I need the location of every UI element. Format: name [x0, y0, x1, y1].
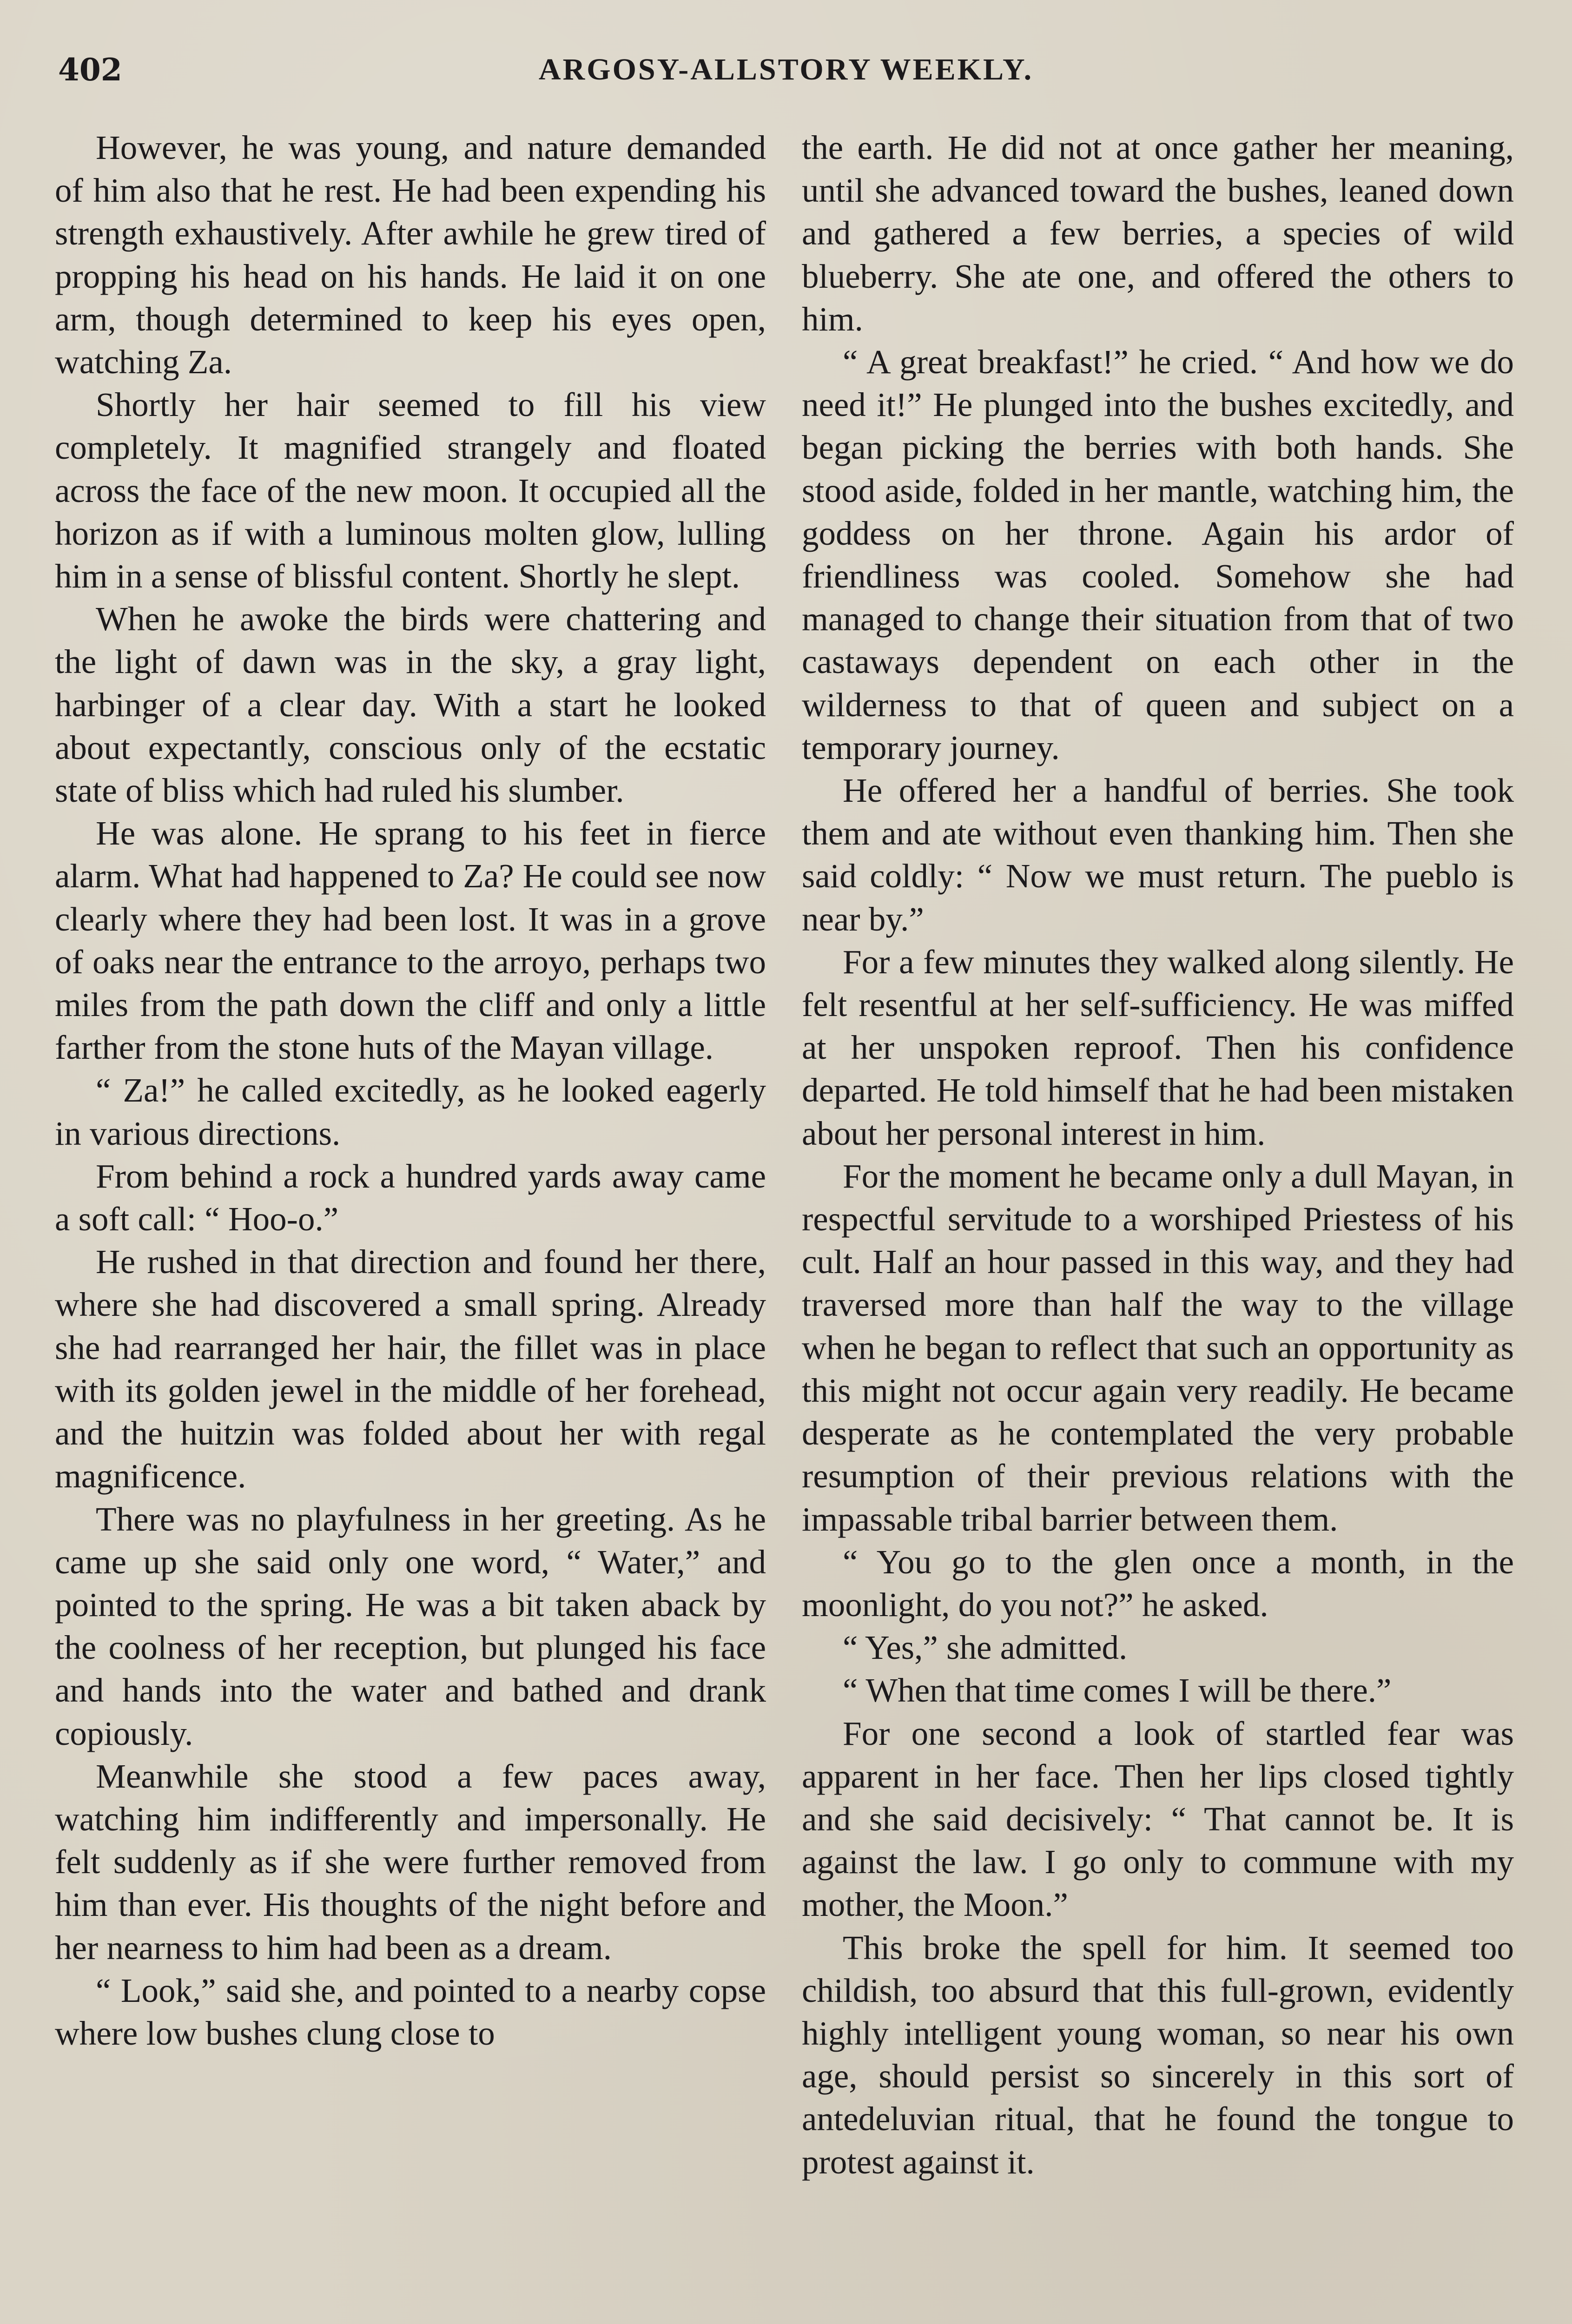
paragraph: He was alone. He sprang to his feet in fierce alarm. What had happened to Za? He could see now clearly where they had been lost. It was in a grove of oaks near the entrance to the arroyo, perhaps two miles from the path down the cliff and only a little farther from the stone huts of the Mayan village. — [55, 814, 766, 1067]
running-title: ARGOSY-ALLSTORY WEEKLY. — [538, 53, 1034, 86]
paragraph: When he awoke the birds were chattering and the light of dawn was in the sky, a gray light, harbinger of a clear day. With a start he looked about expectantly, conscious only of the ecstatic state of bliss which had ruled his slumber. — [55, 600, 766, 810]
right-column — [802, 126, 1514, 2184]
paragraph: “ A great breakfast!” he cried. “ And how we do need it!” He plunged into the bushes excitedly, and began picking the berries with both hands. She stood aside, folded in her mantle, watching him, the goddess on her throne. Again his ardor of friendliness was cooled. Somehow she had managed to change their situation from that of two castaways dependent on each other in the wilderness to that of queen and subject on a temporary journey. — [802, 343, 1514, 766]
paragraph: “ You go to the glen once a month, in the moonlight, do you not?” he asked. — [802, 1543, 1514, 1624]
paragraph: However, he was young, and nature demanded of him also that he rest. He had been expending his strength exhaustively. After awhile he grew tired of propping his head on his hands. He laid it on one arm, though determined to keep his eyes open, watching Za. — [55, 129, 766, 381]
paragraph: “ Look,” said she, and pointed to a nearby copse where low bushes clung close to — [55, 1971, 766, 2052]
paragraph: “ When that time comes I will be there.” — [843, 1671, 1392, 1710]
paragraph: “ Za!” he called excitedly, as he looked eagerly in various directions. — [55, 1071, 766, 1152]
paragraph-continuation: the earth. He did not at once gather her meaning, until she advanced toward the bushes, leaned down and gathered a few berries, a species of wild blueberry. She ate one, and offered the others to him. — [802, 129, 1514, 338]
page-number: 402 — [58, 52, 122, 88]
paragraph: He rushed in that direction and found her there, where she had discovered a small spring. Already she had rearranged her hair, the fillet was in place with its golden jewel in the middle of her forehead, and the huitzin was folded about her with regal magnificence. — [55, 1243, 766, 1495]
paragraph: “ Yes,” she admitted. — [843, 1629, 1128, 1667]
paragraph: For the moment he became only a dull Mayan, in respectful servitude to a worshiped Priestess of his cult. Half an hour passed in this way, and they had traversed more than half the way to the village when he began to reflect that such an opportunity as this might not occur again very readily. He became desperate as he contemplated the very probable resumption of their previous relations with the impassable tribal barrier between them. — [802, 1157, 1514, 1538]
paragraph: Shortly her hair seemed to fill his view completely. It magnified strangely and floated across the face of the new moon. It occupied all the horizon as if with a luminous molten glow, lulling him in a sense of blissful content. Shortly he slept. — [55, 386, 766, 595]
left-column — [55, 126, 766, 2055]
paragraph: There was no playfulness in her greeting. As he came up she said only one word, “ Water,” and pointed to the spring. He was a bit taken aback by the coolness of her reception, but plunged his face and hands into the water and bathed and drank copiously. — [55, 1500, 766, 1752]
paragraph: He offered her a handful of berries. She took them and ate without even thanking him. Then she said coldly: “ Now we must return. The pueblo is near by.” — [802, 772, 1514, 938]
paragraph: This broke the spell for him. It seemed too childish, too absurd that this full-grown, evidently highly intelligent young woman, so near his own age, should persist so sincerely in this sort of antedeluvian ritual, that he found the tongue to protest against it. — [802, 1928, 1514, 2181]
paragraph: Meanwhile she stood a few paces away, watching him indifferently and impersonally. He felt suddenly as if she were further removed from him than ever. His thoughts of the night before and her nearness to him had been as a dream. — [55, 1757, 766, 1967]
paragraph: From behind a rock a hundred yards away came a soft call: “ Hoo-o.” — [55, 1157, 766, 1238]
page-header — [58, 44, 1514, 95]
paragraph: For a few minutes they walked along silently. He felt resentful at her self-sufficiency. He was miffed at her unspoken reproof. Then his confidence departed. He told himself that he had been mistaken about her personal interest in him. — [802, 943, 1514, 1152]
paragraph: For one second a look of startled fear was apparent in her face. Then her lips closed tightly and she said decisively: “ That cannot be. It is against the law. I go only to commune with my mother, the Moon.” — [802, 1714, 1514, 1924]
